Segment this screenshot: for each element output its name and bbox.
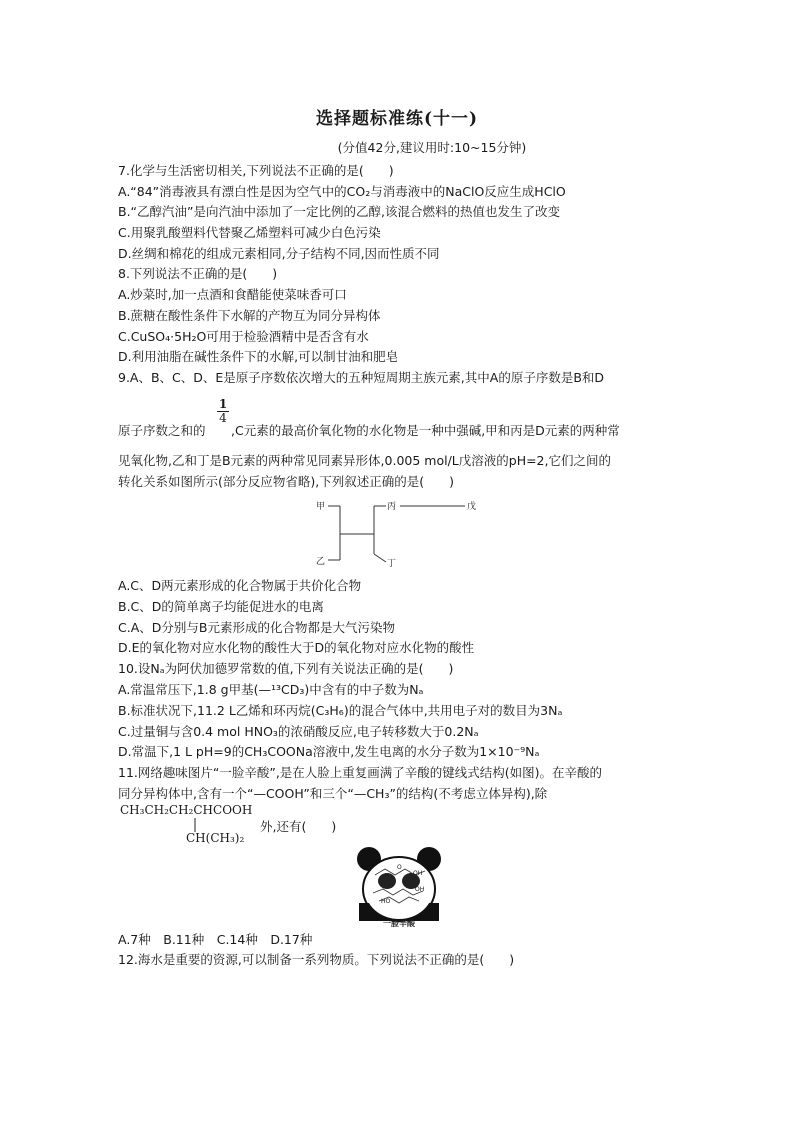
q9-line-2-end: ,C元素的最高价氧化物的水化物是一种中强碱,甲和丙是D元素的两种常 (231, 423, 620, 438)
q9-line-3: 见氧化物,乙和丁是B元素的两种常见同素异形体,0.005 mol/L戊溶液的pH=2,它们之间的 (118, 453, 611, 468)
q8-option-b: B.蔗糖在酸性条件下水解的产物互为同分异构体 (118, 308, 381, 323)
q7-option-b: B.“乙醇汽油”是向汽油中添加了一定比例的乙醇,该混合燃料的热值也发生了改变 (118, 204, 560, 219)
octanoic-acid-formula: CH₃CH₂CH₂CHCOOH (120, 803, 253, 817)
page-subtitle: (分值42分,建议用时:10~15分钟) (337, 140, 527, 155)
face-label-3: HO (381, 898, 391, 905)
q9-option-d: D.E的氧化物对应水化物的酸性大于D的氧化物对应水化物的酸性 (118, 640, 475, 655)
q11-line-3: 外,还有( ) (260, 819, 337, 834)
q8-option-c: C.CuSO₄·5H₂O可用于检验酒精中是否含有水 (118, 329, 369, 344)
face-label-2: OH (415, 886, 425, 893)
q9-option-c: C.A、D分别与B元素形成的化合物都是大气污染物 (118, 620, 395, 635)
question-10: 10.设Nₐ为阿伏加德罗常数的值,下列有关说法正确的是( ) (118, 661, 454, 676)
fraction-numerator: 1 (218, 397, 228, 411)
conversion-diagram (310, 498, 490, 568)
question-7: 7.化学与生活密切相关,下列说法不正确的是( ) (118, 163, 394, 178)
diagram-label-wu: 戊 (467, 502, 477, 512)
q7-option-d: D.丝绸和棉花的组成元素相同,分子结构不同,因而性质不同 (118, 246, 440, 261)
q9-line-4: 转化关系如图所示(部分反应物省略),下列叙述正确的是( ) (118, 474, 454, 489)
q8-option-a: A.炒菜时,加一点酒和食醋能使菜味香可口 (118, 287, 347, 302)
q9-option-b: B.C、D的简单离子均能促进水的电离 (118, 599, 324, 614)
question-8: 8.下列说法不正确的是( ) (118, 266, 278, 281)
q10-option-b: B.标准状况下,11.2 L乙烯和环丙烷(C₃H₆)的混合气体中,共用电子对的数目为3Nₐ (118, 703, 563, 718)
q10-option-c: C.过量铜与含0.4 mol HNO₃的浓硝酸反应,电子转移数大于0.2Nₐ (118, 724, 479, 739)
q11-options: A.7种 B.11种 C.14种 D.17种 (118, 932, 313, 947)
diagram-label-jia: 甲 (316, 502, 326, 512)
page-title: 选择题标准练(十一) (315, 109, 479, 129)
question-12: 12.海水是重要的资源,可以制备一系列物质。下列说法不正确的是( ) (118, 952, 515, 967)
q9-line-2-start: 原子序数之和的 (118, 423, 206, 438)
question-9: 9.A、B、C、D、E是原子序数依次增大的五种短周期主族元素,其中A的原子序数是B和D (118, 370, 605, 385)
formula-branch: CH(CH₃)₂ (186, 831, 245, 845)
diagram-label-ding: 丁 (387, 559, 397, 568)
diagram-label-bing: 丙 (387, 502, 397, 512)
q11-line-2: 同分异构体中,含有一个“—COOH”和三个“—CH₃”的结构(不考虑立体异构),除 (118, 786, 548, 801)
face-label-1: OH (413, 870, 423, 877)
question-11: 11.网络趣味图片“一脸辛酸”,是在人脸上重复画满了辛酸的键线式结构(如图)。在辛酸的 (118, 765, 603, 780)
q7-option-c: C.用聚乳酸塑料代替聚乙烯塑料可减少白色污染 (118, 225, 381, 240)
fraction-denominator: 4 (219, 411, 227, 425)
face-label-4: O (397, 864, 402, 871)
fraction-one-quarter (217, 398, 229, 425)
figure-caption: 一脸辛酸 (383, 919, 415, 928)
q10-option-a: A.常温常压下,1.8 g甲基(—¹³CD₃)中含有的中子数为Nₐ (118, 682, 424, 697)
q7-option-a: A.“84”消毒液具有漂白性是因为空气中的CO₂与消毒液中的NaClO反应生成HClO (118, 184, 566, 199)
diagram-label-yi: 乙 (316, 557, 326, 567)
panda-face-image (355, 845, 443, 925)
q9-option-a: A.C、D两元素形成的化合物属于共价化合物 (118, 578, 362, 593)
q8-option-d: D.利用油脂在碱性条件下的水解,可以制甘油和肥皂 (118, 349, 399, 364)
q9-line-2-text: C元素的最高价氧化物的水化物是一种中强碱,甲和丙是D元素的两种常 (234, 423, 620, 438)
q10-option-d: D.常温下,1 L pH=9的CH₃COONa溶液中,发生电离的水分子数为1×10⁻⁹Nₐ (118, 744, 540, 759)
